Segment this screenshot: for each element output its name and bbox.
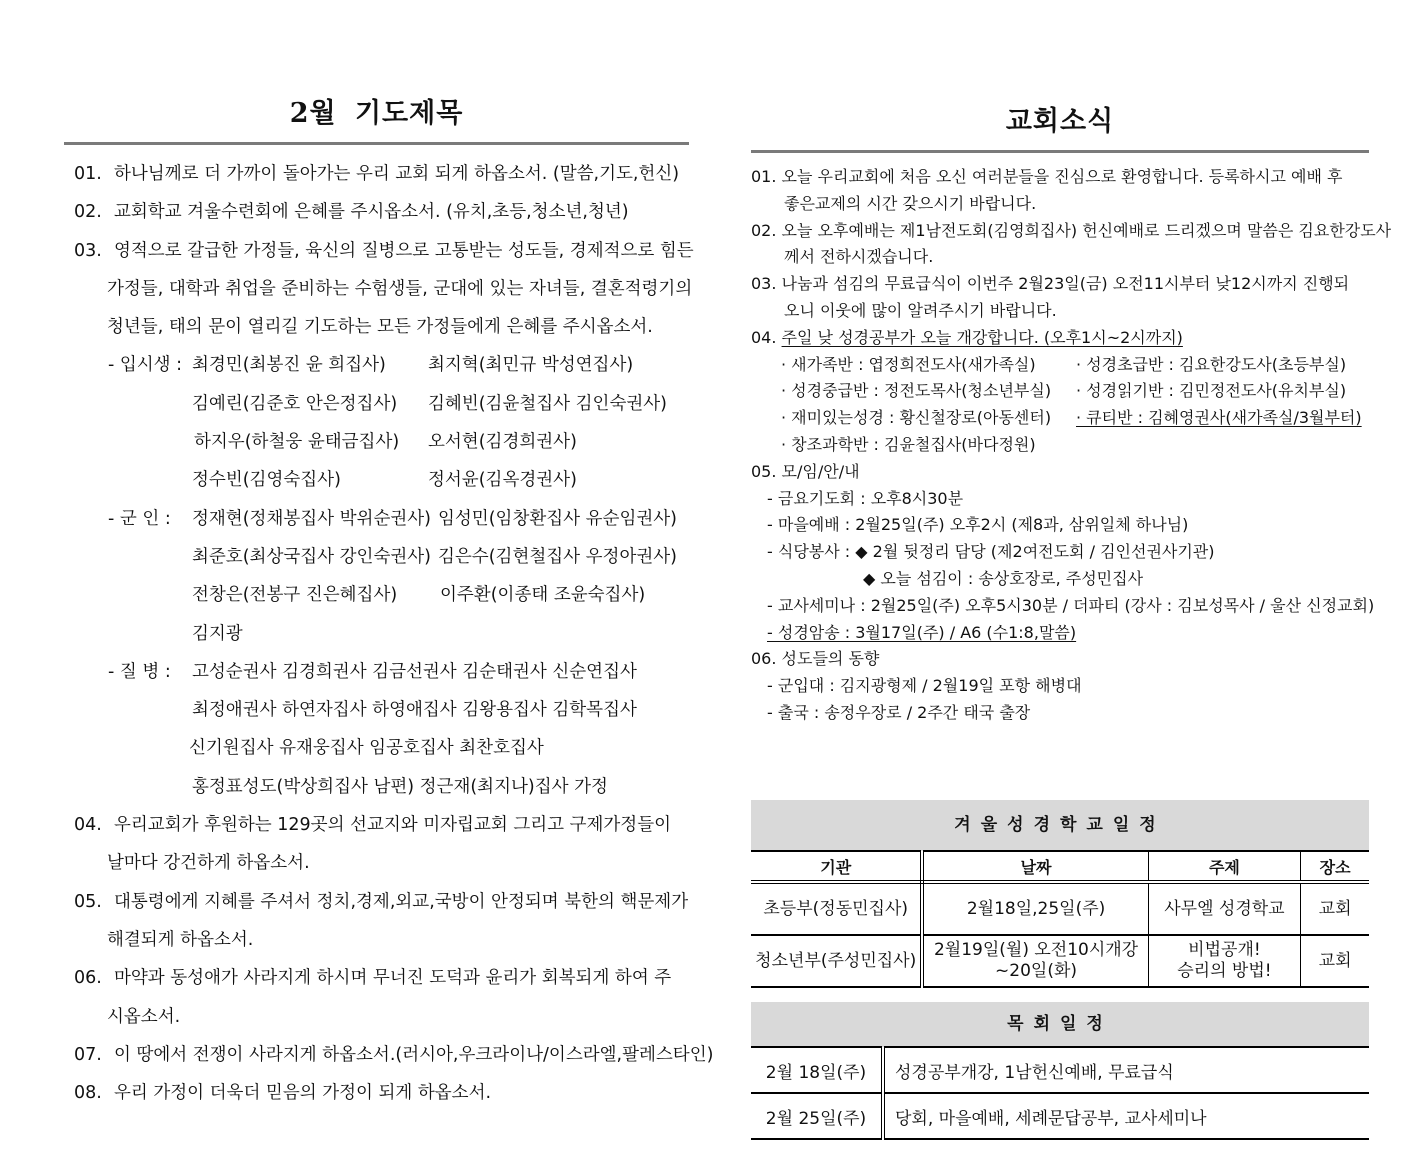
- prayer-list: 01. 하나님께로 더 가까이 돌아가는 우리 교회 되게 하옵소서. (말씀,기도,헌신) 02. 교회학교 겨울수련회에 은혜를 주시옵소서. (유치,초등,청소년,청년) 03. 영적으로 갈급한 가정들, 육신의 질병으로 고통받는 성도들, 경제적으로 힘든 가정들, 대학과 취업을 준비하는 수험생들, 군대에 있는 자녀들, 결혼적령기의 청년들, 태의 문이 열리길 기도하는 모든 가정들에게 은혜를 주시옵소서. - 입시생 : 최경민(최봉진 윤 희집사) 최지혁(최민규 박성연집사) 김예린(김준호 안은정집사) 김혜빈(김윤철집사 김인숙권사) 하지우(하철웅 윤태금집사) 오서현(김경희권사) 정수빈(김영숙집사) 정서윤(김옥경권사) - 군 인 : 정재현(정채봉집사 박위순권사) 임성민(임창환집사 유순임권사) 최준호(최상국집사 강인숙권사) 김은수(김현철집사 우정아권사) 전창은(전봉구 진은혜집사) 이주환(이종태 조윤숙집사) 김지광 - 질 병 : 고성순권사 김경희권사 김금선권사 김순태권사 신순연집사 최정애권사 하연자집사 하영애집사 김왕용집사 김학목집사 신기원집사 유재웅집사 임공호집사 최찬호집사 홍정표성도(박상희집사 남편) 정근재(최지나)집사 가정 04. 우리교회가 후원하는 129곳의 선교지와 미자립교회 그리고 구제가정들이 날마다 강건하게 하옵소서. 05. 대통령에게 지혜를 주셔서 정치,경제,외교,국방이 안정되며 북한의 핵문제가 해결되게 하옵소서. 06. 마약과 동성애가 사라지게 하시며 무너진 도덕과 윤리가 회복되게 하여 주 시옵소서. 07. 이 땅에서 전쟁이 사라지게 하옵소서.(러시아,우크라이나/이스라엘,팔레스타인) 08. 우리 가정이 더욱더 믿음의 가정이 되게 하옵소서.: [64, 155, 689, 1112]
- group-sick: - 질 병 : 고성순권사 김경희권사 김금선권사 김순태권사 신순연집사: [108, 661, 637, 682]
- news-item-05: 05. 모/임/안/내: [751, 461, 860, 481]
- news-item-03: 03. 나눔과 섬김의 무료급식이 이번주 2월23일(금) 오전11시부터 낮12시까지 진행되: [751, 274, 1350, 294]
- table-row: 2월 18일(주) 성경공부개강, 1남헌신예배, 무료급식: [751, 1047, 1369, 1093]
- class-row: · 창조과학반 : 김윤철집사(바다정원): [781, 434, 1036, 454]
- header-topic: 주제: [1148, 851, 1300, 882]
- news-title: 교회소식: [1005, 106, 1115, 137]
- title-divider: [751, 150, 1369, 153]
- table-caption: 겨울성경학교일정: [751, 800, 1369, 851]
- news-section: [751, 96, 1392, 727]
- prayer-item-03: 03. 영적으로 갈급한 가정들, 육신의 질병으로 고통받는 성도들, 경제적으로 힘든: [74, 240, 694, 261]
- class-row: · 성경중급반 : 정전도목사(청소년부실) · 성경읽기반 : 김민정전도사(유치부실): [781, 381, 1347, 401]
- prayer-section: [64, 88, 714, 1112]
- group-military: - 군 인 : 정재현(정채봉집사 박위순권사) 임성민(임창환집사 유순임권사): [108, 508, 677, 529]
- table-row: 초등부(정동민집사) 2월18일,25일(주) 사무엘 성경학교 교회: [751, 882, 1369, 935]
- prayer-item-02: 02. 교회학교 겨울수련회에 은혜를 주시옵소서. (유치,초등,청소년,청년): [74, 202, 629, 223]
- prayer-item-06: 06. 마약과 동성애가 사라지게 하시며 무너진 도덕과 윤리가 회복되게 하여 주: [74, 968, 672, 989]
- group-exam: - 입시생 : 최경민(최봉진 윤 희집사) 최지혁(최민규 박성연집사): [108, 355, 634, 376]
- prayer-item-04: 04. 우리교회가 후원하는 129곳의 선교지와 미자립교회 그리고 구제가정들이: [74, 815, 672, 836]
- header-org: 기관: [751, 851, 922, 882]
- table-row: 2월 25일(주) 당회, 마을예배, 세례문답공부, 교사세미나: [751, 1093, 1369, 1139]
- prayer-item-01: 01. 하나님께로 더 가까이 돌아가는 우리 교회 되게 하옵소서. (말씀,기도,헌신): [74, 164, 680, 184]
- table-caption: 목회일정: [751, 1002, 1369, 1047]
- prayer-item-08: 08. 우리 가정이 더욱더 믿음의 가정이 되게 하옵소서.: [74, 1083, 492, 1104]
- class-row: · 재미있는성경 : 황신철장로(아동센터) · 큐티반 : 김혜영권사(새가족실/3월부터): [781, 408, 1362, 428]
- session-schedule-table: [751, 1002, 1369, 1140]
- table-row: 청소년부(주성민집사) 2월19일(월) 오전10시개강 ~20일(화) 비법공개! 승리의 방법! 교회: [751, 935, 1369, 987]
- header-date: 날짜: [922, 851, 1148, 882]
- news-item-04: 04. 주일 낮 성경공부가 오늘 개강합니다. (오후1시~2시까지): [751, 327, 1183, 347]
- news-item-02: 02. 오늘 오후예배는 제1남전도회(김영희집사) 헌신예배로 드리겠으며 말씀은 김요한강도사: [751, 220, 1392, 240]
- winter-school-table: [751, 800, 1369, 988]
- news-list: 01. 오늘 우리교회에 처음 오신 여러분들을 진심으로 환영합니다. 등록하시고 예배 후 좋은교제의 시간 갖으시기 바랍니다. 02. 오늘 오후예배는 제1남전도회(김영희집사) 헌신예배로 드리겠으며 말씀은 김요한강도사 께서 전하시겠습니다. 03. 나눔과 섬김의 무료급식이 이번주 2월23일(금) 오전11시부터 낮12시까지 진행되 오니 이웃에 많이 알려주시기 바랍니다. 04. 주일 낮 성경공부가 오늘 개강합니다. (오후1시~2시까지) · 새가족반 : 엽정희전도사(새가족실) · 성경초급반 : 김요한강도사(초등부실) · 성경중급반 : 정전도목사(청소년부실) · 성경읽기반 : 김민정전도사(유치부실) · 재미있는성경 : 황신철장로(아동센터) · 큐티반 : 김혜영권사(새가족실/3월부터) · 창조과학반 : 김윤철집사(바다정원) 05. 모/임/안/내 - 금요기도회 : 오후8시30분 - 마을예배 : 2월25일(주) 오후2시 (제8과, 삼위일체 하나님) - 식당봉사 : ◆ 2월 뒷정리 담당 (제2여전도회 / 김인선권사기관) ◆ 오늘 섬김이 : 송상호장로, 주성민집사 - 교사세미나 : 2월25일(주) 오후5시30분 / 더파티 (강사 : 김보성목사 / 울산 신정교회) - 성경암송 : 3월17일(주) / A6 (수1:8,말씀) 06. 성도들의 동향 - 군입대 : 김지광형제 / 2월19일 포항 해병대 - 출국 : 송정우장로 / 2주간 태국 출장: [751, 164, 1369, 727]
- news-item-01: 01. 오늘 우리교회에 처음 오신 여러분들을 진심으로 환영합니다. 등록하시고 예배 후: [751, 167, 1343, 186]
- title-divider: [64, 142, 689, 145]
- news-item-06: 06. 성도들의 동향: [751, 649, 880, 669]
- prayer-item-05: 05. 대통령에게 지혜를 주셔서 정치,경제,외교,국방이 안정되며 북한의 핵문제가: [74, 891, 689, 912]
- prayer-title: 2월 기도제목: [289, 98, 464, 129]
- prayer-item-07: 07. 이 땅에서 전쟁이 사라지게 하옵소서.(러시아,우크라이나/이스라엘,팔레스타인): [74, 1044, 714, 1065]
- header-place: 장소: [1301, 851, 1369, 882]
- class-row: · 새가족반 : 엽정희전도사(새가족실) · 성경초급반 : 김요한강도사(초등부실): [781, 354, 1347, 374]
